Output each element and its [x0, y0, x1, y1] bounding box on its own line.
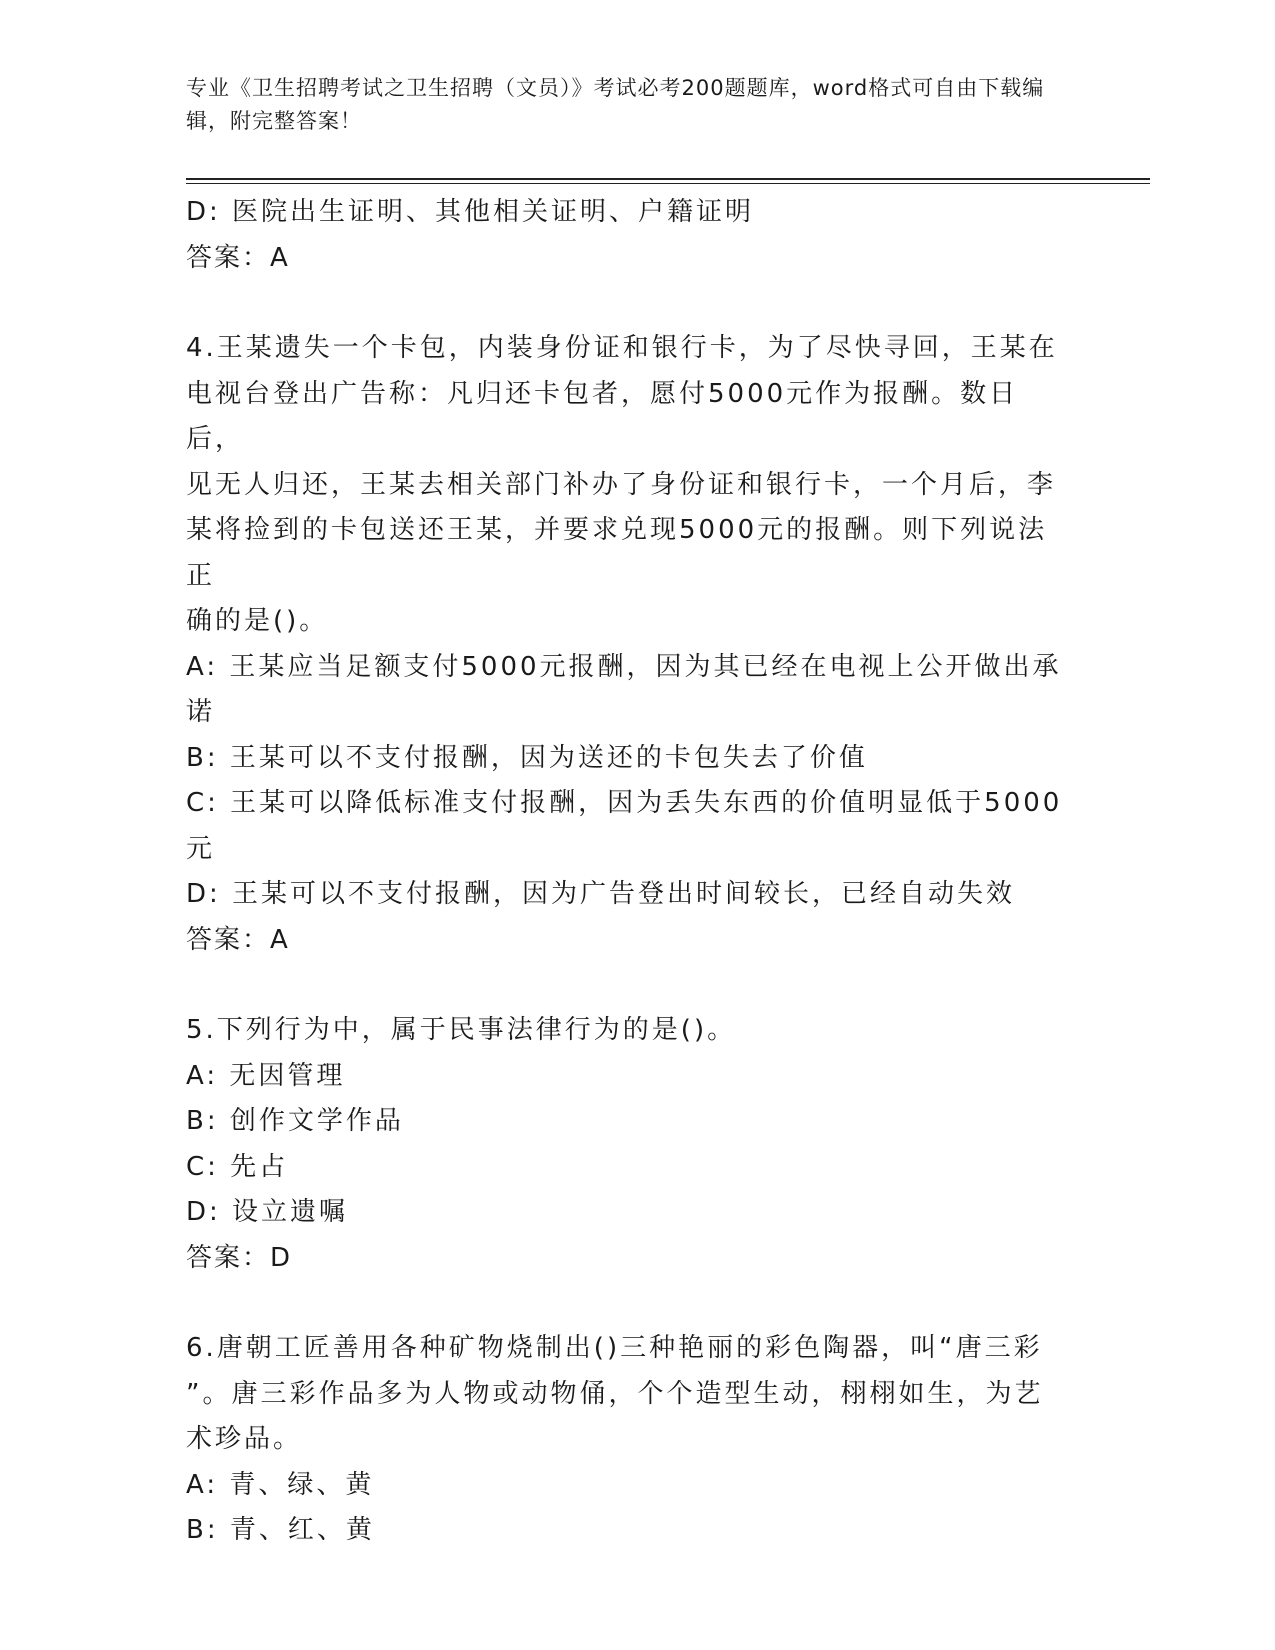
- option-d: D: 设立遗嘱: [186, 1197, 349, 1227]
- spacer: [186, 963, 1076, 1008]
- answer-label: 答案：A: [186, 924, 290, 955]
- option-d: D: 王某可以不支付报酬，因为广告登出时间较长，已经自动失效: [186, 879, 1016, 909]
- question-stem-line: 确的是()。: [186, 606, 329, 636]
- option-a-continued: 诺: [186, 697, 216, 727]
- spacer: [186, 1281, 1076, 1326]
- spacer: [186, 281, 1076, 326]
- option-a: A: 王某应当足额支付5000元报酬，因为其已经在电视上公开做出承: [186, 651, 1062, 682]
- question-stem-line: 5.下列行为中，属于民事法律行为的是()。: [186, 1015, 737, 1045]
- question-stem-line: 术珍品。: [186, 1424, 303, 1454]
- option-c: C: 王某可以降低标准支付报酬，因为丢失东西的价值明显低于5000: [186, 788, 1063, 818]
- question-5: [186, 1008, 1076, 1281]
- option-c-continued: 元: [186, 833, 216, 864]
- question-stem-line: 某将捡到的卡包送还王某，并要求兑现5000元的报酬。则下列说法正: [186, 515, 1048, 591]
- option-d: D: 医院出生证明、其他相关证明、户籍证明: [186, 197, 755, 227]
- answer-label: 答案：A: [186, 242, 290, 273]
- header-divider-thick: [186, 178, 1150, 180]
- question-4: [186, 326, 1076, 963]
- option-b: B: 王某可以不支付报酬，因为送还的卡包失去了价值: [186, 742, 868, 773]
- question-stem-line: 电视台登出广告称：凡归还卡包者，愿付5000元作为报酬。数日后，: [186, 378, 1019, 454]
- question-stem-line: 见无人归还，王某去相关部门补办了身份证和银行卡，一个月后，李: [186, 469, 1057, 500]
- question-stem-line: 6.唐朝工匠善用各种矿物烧制出()三种艳丽的彩色陶器，叫“唐三彩: [186, 1333, 1043, 1363]
- question-list: [186, 190, 1076, 1554]
- option-b: B: 青、红、黄: [186, 1515, 375, 1545]
- header-divider-thin: [186, 183, 1150, 184]
- option-a: A: 无因管理: [186, 1060, 346, 1091]
- option-c: C: 先占: [186, 1151, 289, 1182]
- option-b: B: 创作文学作品: [186, 1106, 404, 1136]
- question-stem-line: ”。唐三彩作品多为人物或动物俑，个个造型生动，栩栩如生，为艺: [186, 1378, 1044, 1409]
- document-header: 专业《卫生招聘考试之卫生招聘（文员）》考试必考200题题库，word格式可自由下载编辑，附完整答案！: [186, 76, 1045, 133]
- question-6: [186, 1326, 1076, 1554]
- option-a: A: 青、绿、黄: [186, 1469, 375, 1500]
- question-stem-line: 4.王某遗失一个卡包，内装身份证和银行卡，为了尽快寻回，王某在: [186, 333, 1058, 363]
- question-3-tail: [186, 190, 1076, 281]
- answer-label: 答案：D: [186, 1242, 293, 1273]
